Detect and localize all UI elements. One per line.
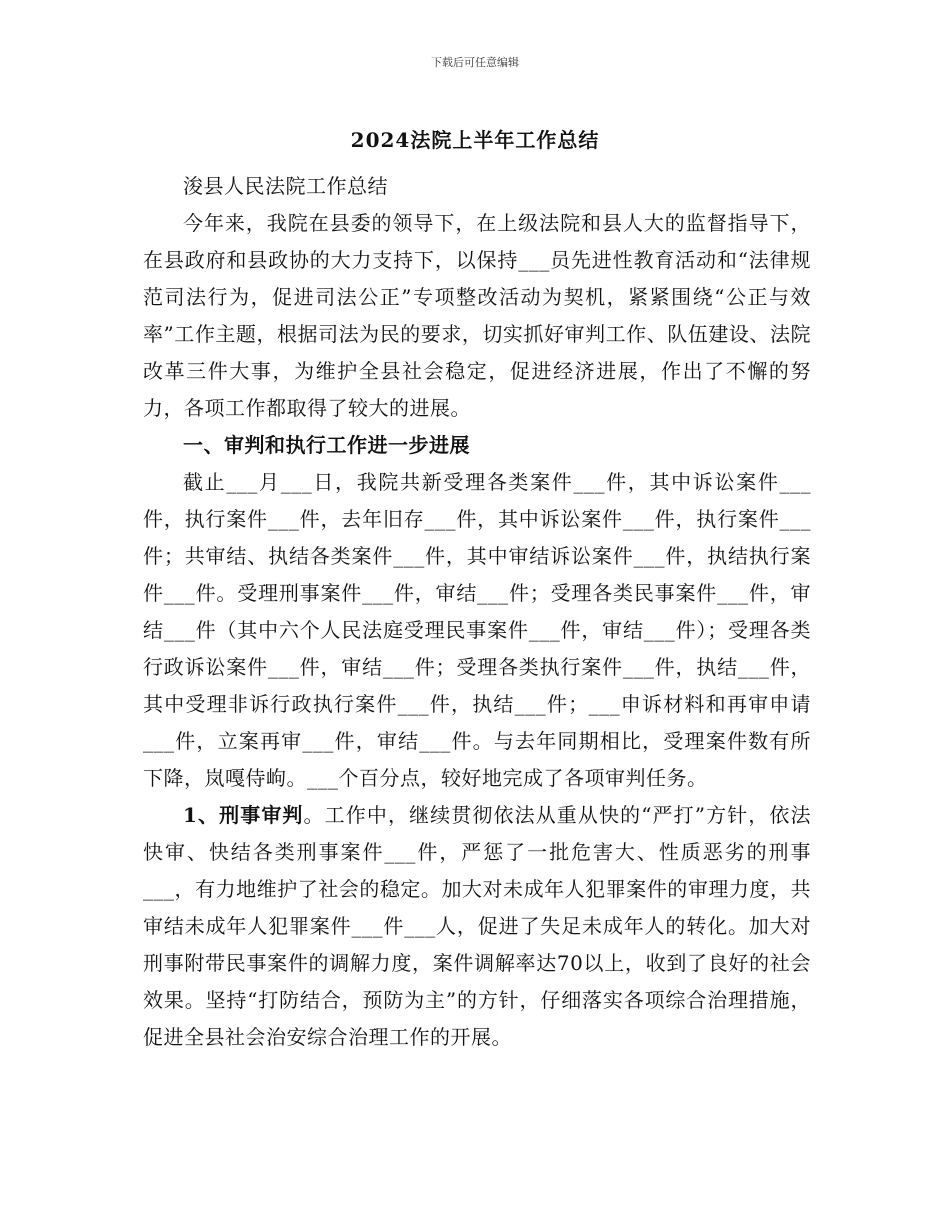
document-title: 2024法院上半年工作总结	[350, 128, 600, 152]
paragraph-intro: 今年来，我院在县委的领导下，在上级法院和县人大的监督指导下，在县政府和县政协的大力支持下，以保持___员先进性教育活动和“法律规范司法行为，促进司法公正”专项整改活动为契机，紧紧围绕“公正与效率”工作主题，根据司法为民的要求，切实抓好审判工作、队伍建设、法院改革三件大事，为维护全县社会稳定，促进经济进展，作出了不懈的努力，各项工作都取得了较大的进展。	[143, 211, 811, 420]
document-body	[143, 168, 811, 1056]
criminal-trial-text: 。工作中，继续贯彻依法从重从快的“严打”方针，依法快审、快结各类刑事案件___件，严惩了一批危害大、性质恶劣的刑事___，有力地维护了社会的稳定。加大对未成年人犯罪案件的审理力度，共审结未成年人犯罪案件___件___人，促进了失足未成年人的转化。加大对刑事附带民事案件的调解力度，案件调解率达70以上，收到了良好的社会效果。坚持“打防结合，预防为主”的方针，仔细落实各项综合治理措施，促进全县社会治安综合治理工作的开展。	[143, 803, 811, 1049]
section-heading-1: 一、审判和执行工作进一步进展	[183, 433, 470, 457]
paragraph-case-statistics: 截止___月___日，我院共新受理各类案件___件，其中诉讼案件___件，执行案件___件，去年旧存___件，其中诉讼案件___件，执行案件___件；共审结、执结各类案件___件，其中审结诉讼案件___件，执结执行案件___件。受理刑事案件___件，审结___件；受理各类民事案件___件，审结___件（其中六个人民法庭受理民事案件___件，审结___件）；受理各类行政诉讼案件___件，审结___件；受理各类执行案件___件，执结___件，其中受理非诉行政执行案件___件，执结___件；___申诉材料和再审申请___件，立案再审___件，审结___件。与去年同期相比，受理案件数有所下降，岚嘎侍岣。___个百分点，较好地完成了各项审判任务。	[143, 470, 811, 790]
paragraph-subtitle: 浚县人民法院工作总结	[183, 174, 388, 198]
paragraph-criminal-trial	[143, 797, 811, 1056]
header-note: 下载后可任意编辑	[431, 56, 519, 69]
criminal-trial-lead: 1、刑事审判	[183, 803, 304, 827]
